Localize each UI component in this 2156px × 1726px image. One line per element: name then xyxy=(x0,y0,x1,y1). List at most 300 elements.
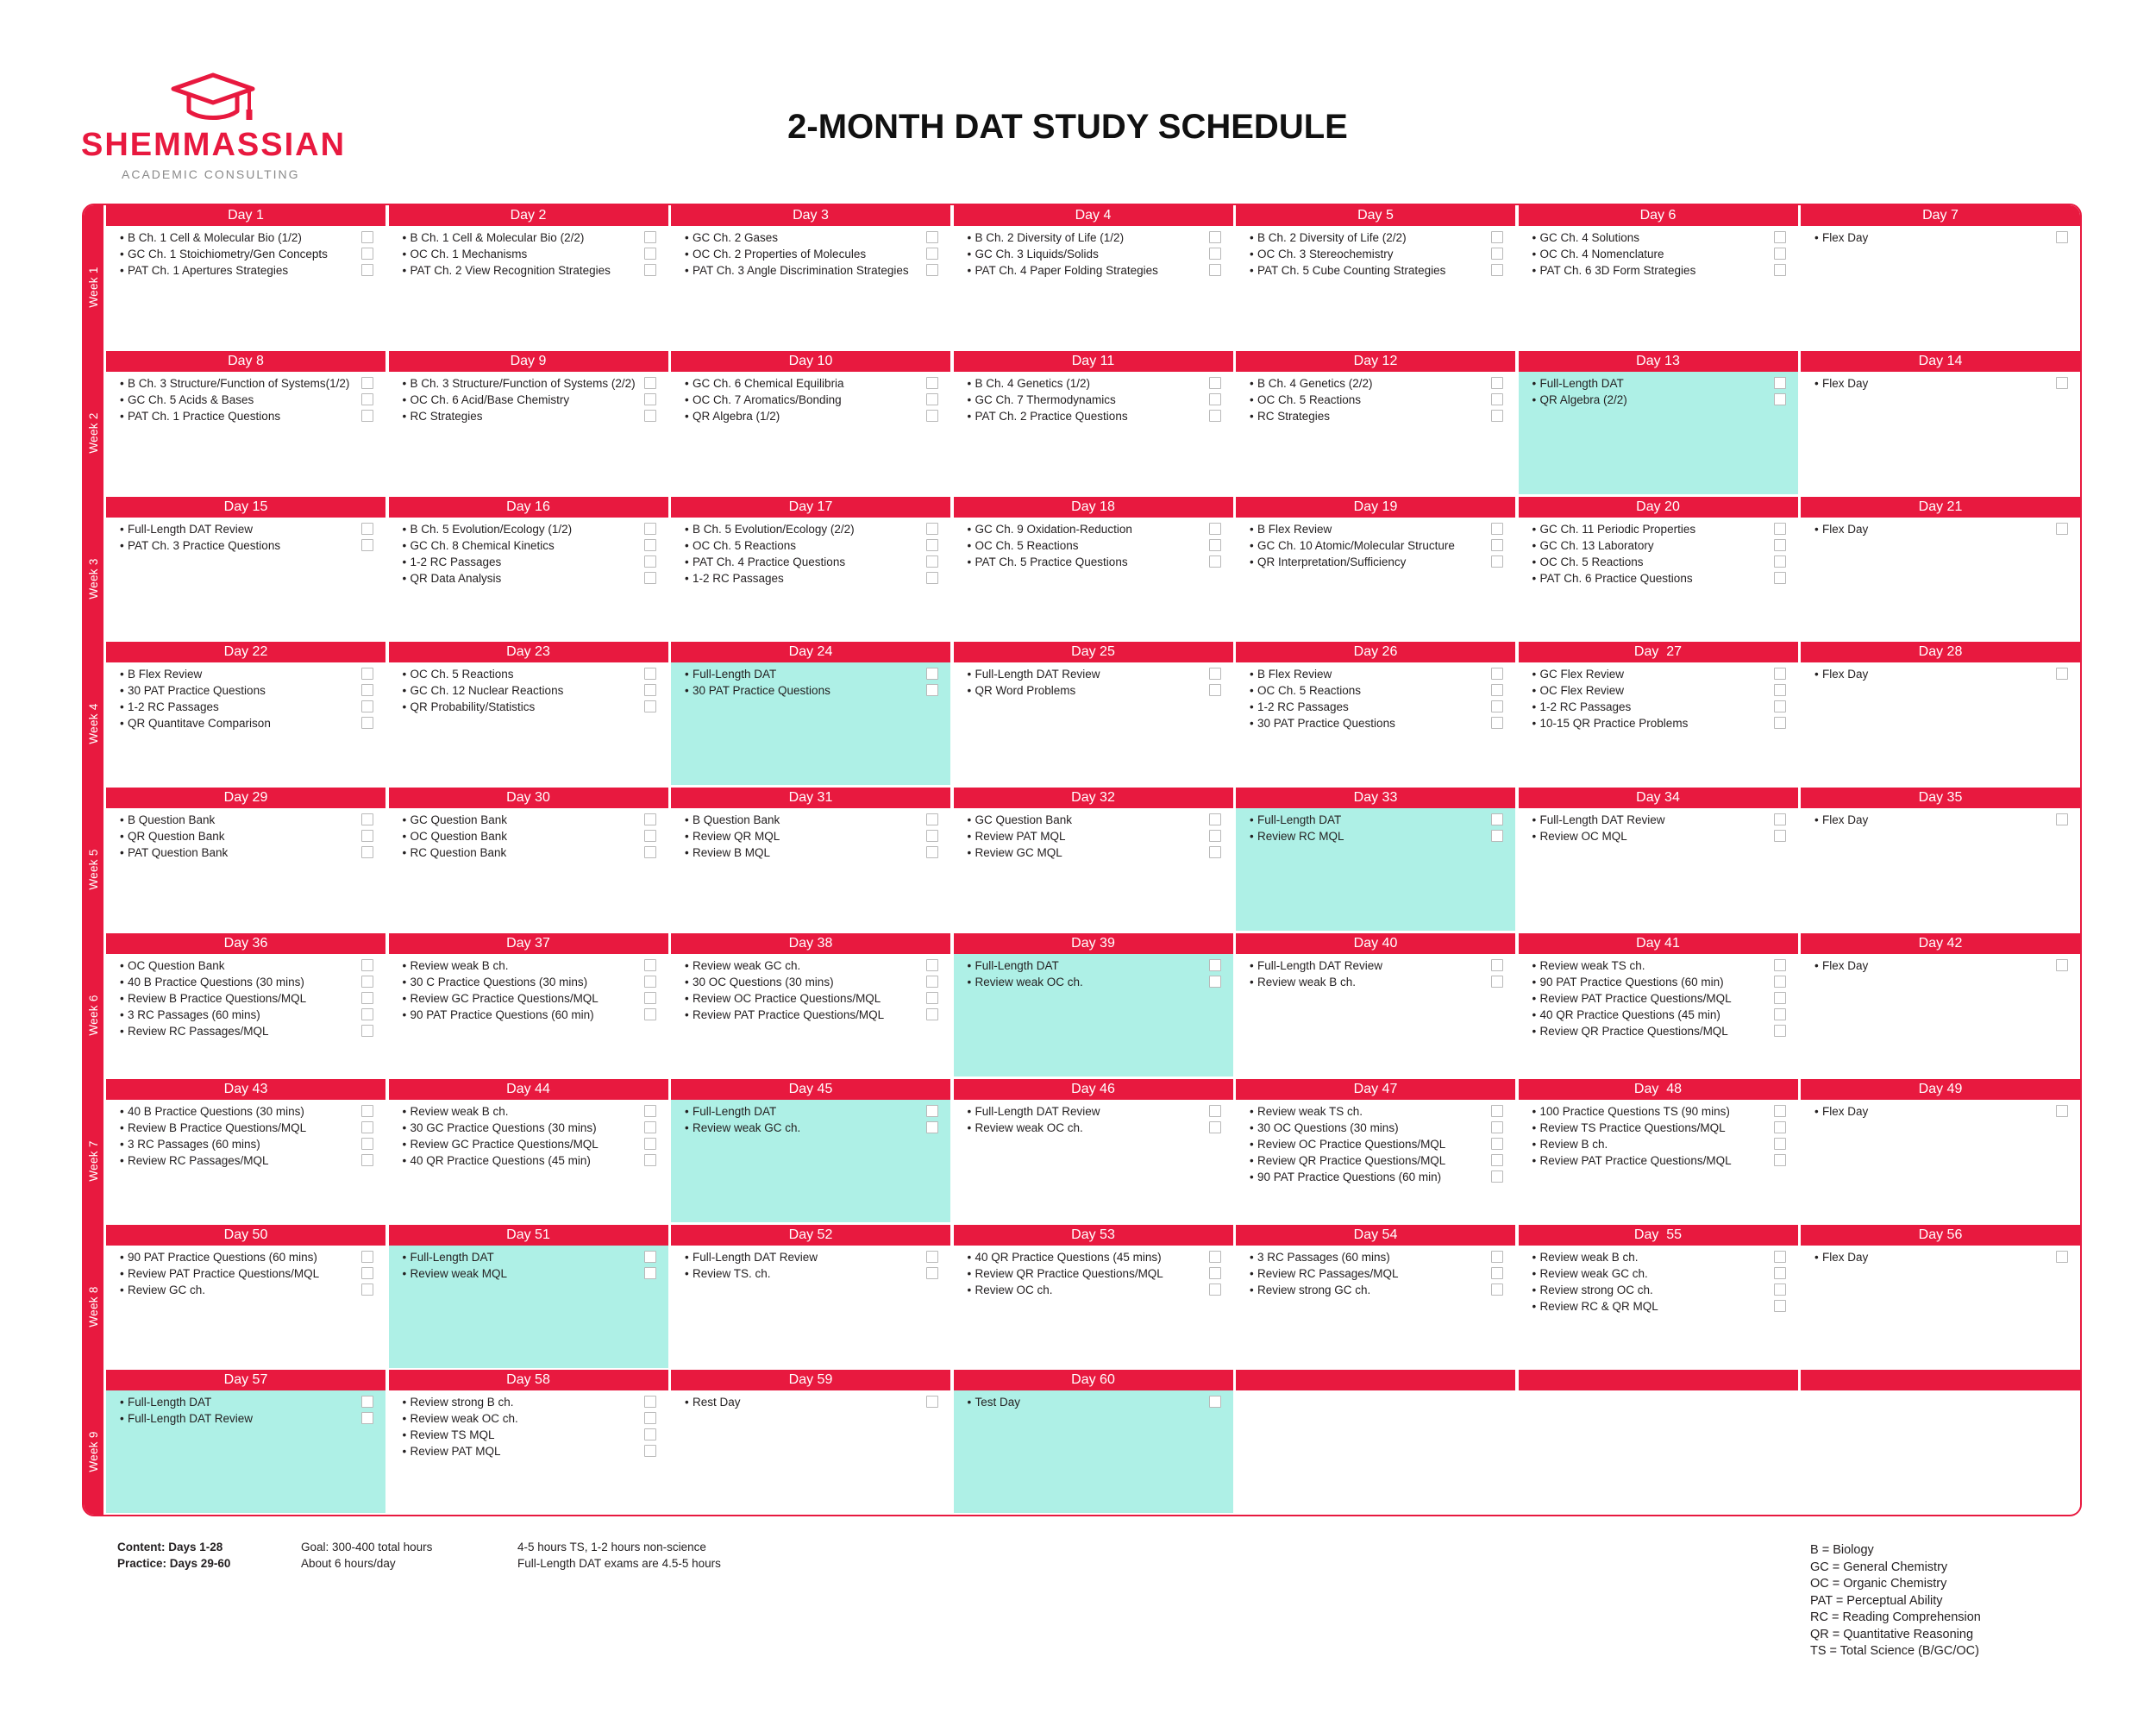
task-item xyxy=(389,1410,668,1427)
task-checkbox[interactable] xyxy=(1209,248,1221,260)
brand-name: SHEMMASSIAN xyxy=(81,127,347,163)
task-checkbox[interactable] xyxy=(644,992,656,1004)
task-text: QR Quantitave Comparison xyxy=(128,717,271,731)
task-item xyxy=(389,537,668,554)
task-text: PAT Question Bank xyxy=(128,846,229,860)
task-checkbox[interactable] xyxy=(1209,555,1221,568)
task-item xyxy=(1236,408,1515,424)
task-checkbox[interactable] xyxy=(926,248,938,260)
task-item xyxy=(954,844,1233,861)
task-checkbox[interactable] xyxy=(926,684,938,696)
day-header xyxy=(1801,933,2080,954)
week-label: Week 3 xyxy=(86,557,100,599)
day-header xyxy=(389,642,668,662)
legend-item: GC = General Chemistry xyxy=(1810,1560,1948,1574)
task-checkbox[interactable] xyxy=(1774,1008,1786,1020)
task-checkbox[interactable] xyxy=(1209,959,1221,971)
day-header xyxy=(1519,642,1798,662)
task-item xyxy=(1519,229,1798,246)
task-checkbox[interactable] xyxy=(1491,1154,1503,1166)
bullet-icon xyxy=(1250,246,1257,262)
task-checkbox[interactable] xyxy=(926,539,938,551)
day-label: Day 36 xyxy=(223,936,268,951)
task-checkbox[interactable] xyxy=(1209,377,1221,389)
day-cell xyxy=(1236,1225,1515,1368)
task-checkbox[interactable] xyxy=(361,539,373,551)
bullet-icon xyxy=(1250,1265,1257,1282)
task-checkbox[interactable] xyxy=(361,813,373,825)
task-checkbox[interactable] xyxy=(1774,830,1786,842)
task-checkbox[interactable] xyxy=(644,700,656,712)
task-checkbox[interactable] xyxy=(361,717,373,729)
task-item xyxy=(389,1152,668,1169)
task-checkbox[interactable] xyxy=(926,555,938,568)
bullet-icon xyxy=(1532,828,1540,844)
task-checkbox[interactable] xyxy=(1209,1251,1221,1263)
task-checkbox[interactable] xyxy=(2056,813,2068,825)
task-checkbox[interactable] xyxy=(361,1396,373,1408)
task-text: GC Ch. 3 Liquids/Solids xyxy=(975,248,1099,260)
day-label: Day 27 xyxy=(1633,644,1683,660)
task-item xyxy=(1801,957,2080,974)
day-label: Day 38 xyxy=(788,936,833,951)
task-checkbox[interactable] xyxy=(1491,393,1503,405)
task-checkbox[interactable] xyxy=(2056,1105,2068,1117)
task-checkbox[interactable] xyxy=(1774,959,1786,971)
task-checkbox[interactable] xyxy=(926,1008,938,1020)
task-text: QR Word Problems xyxy=(975,684,1076,698)
task-checkbox[interactable] xyxy=(644,539,656,551)
task-checkbox[interactable] xyxy=(1774,264,1786,276)
task-checkbox[interactable] xyxy=(1491,539,1503,551)
task-checkbox[interactable] xyxy=(644,555,656,568)
task-checkbox[interactable] xyxy=(2056,959,2068,971)
task-checkbox[interactable] xyxy=(926,959,938,971)
bullet-icon xyxy=(1250,262,1257,279)
task-text: Review QR Practice Questions/MQL xyxy=(975,1266,1163,1280)
week-label: Week 6 xyxy=(86,995,100,1036)
day-cell xyxy=(954,642,1233,785)
task-checkbox[interactable] xyxy=(361,1284,373,1296)
task-checkbox[interactable] xyxy=(1209,1267,1221,1279)
task-item xyxy=(1801,1249,2080,1265)
task-checkbox[interactable] xyxy=(1774,231,1786,243)
bullet-icon xyxy=(1814,1249,1822,1265)
task-checkbox[interactable] xyxy=(2056,668,2068,680)
task-checkbox[interactable] xyxy=(1774,572,1786,584)
task-checkbox[interactable] xyxy=(361,1121,373,1133)
task-checkbox[interactable] xyxy=(644,1445,656,1457)
task-text: PAT Ch. 1 Apertures Strategies xyxy=(128,264,289,277)
task-checkbox[interactable] xyxy=(361,700,373,712)
task-checkbox[interactable] xyxy=(1774,992,1786,1004)
day-cell xyxy=(106,497,385,640)
task-item xyxy=(954,262,1233,279)
task-text: GC Ch. 1 Stoichiometry/Gen Concepts xyxy=(128,248,328,260)
task-list xyxy=(1236,518,1515,570)
task-checkbox[interactable] xyxy=(361,1154,373,1166)
task-checkbox[interactable] xyxy=(644,1428,656,1440)
task-checkbox[interactable] xyxy=(926,813,938,825)
day-cell xyxy=(1801,642,2080,785)
task-checkbox[interactable] xyxy=(1209,539,1221,551)
task-checkbox[interactable] xyxy=(1774,976,1786,988)
task-checkbox[interactable] xyxy=(1209,410,1221,422)
task-checkbox[interactable] xyxy=(1491,668,1503,680)
bullet-icon xyxy=(685,957,693,974)
task-checkbox[interactable] xyxy=(1209,1121,1221,1133)
task-checkbox[interactable] xyxy=(1491,700,1503,712)
task-checkbox[interactable] xyxy=(1774,1121,1786,1133)
task-checkbox[interactable] xyxy=(1491,231,1503,243)
task-checkbox[interactable] xyxy=(1491,976,1503,988)
task-checkbox[interactable] xyxy=(361,1008,373,1020)
task-text: GC Ch. 7 Thermodynamics xyxy=(975,392,1116,406)
task-text: Full-Length DAT Review xyxy=(128,1412,254,1426)
task-text: Review B Practice Questions/MQL xyxy=(128,992,307,1005)
task-text: 10-15 QR Practice Problems xyxy=(1539,717,1689,731)
task-item xyxy=(671,246,950,262)
task-text: B Flex Review xyxy=(1257,668,1332,681)
task-checkbox[interactable] xyxy=(361,1267,373,1279)
task-list xyxy=(1236,808,1515,844)
day-cell xyxy=(954,1079,1233,1222)
day-header xyxy=(671,1079,950,1100)
bullet-icon xyxy=(968,1282,975,1298)
task-checkbox[interactable] xyxy=(926,231,938,243)
task-checkbox[interactable] xyxy=(1491,1105,1503,1117)
task-checkbox[interactable] xyxy=(1774,668,1786,680)
task-checkbox[interactable] xyxy=(644,684,656,696)
bullet-icon xyxy=(120,408,128,424)
task-checkbox[interactable] xyxy=(1774,1251,1786,1263)
legend-item: QR = Quantitative Reasoning xyxy=(1810,1627,1974,1641)
task-checkbox[interactable] xyxy=(1491,1138,1503,1150)
task-item xyxy=(671,974,950,990)
task-checkbox[interactable] xyxy=(1491,830,1503,842)
task-text: PAT Ch. 5 Cube Counting Strategies xyxy=(1257,264,1446,277)
task-checkbox[interactable] xyxy=(1774,248,1786,260)
task-checkbox[interactable] xyxy=(361,1251,373,1263)
task-checkbox[interactable] xyxy=(1774,684,1786,696)
task-checkbox[interactable] xyxy=(1774,1284,1786,1296)
task-checkbox[interactable] xyxy=(926,410,938,422)
task-checkbox[interactable] xyxy=(361,976,373,988)
day-label: Day 4 xyxy=(1075,208,1112,223)
bullet-icon xyxy=(685,521,693,537)
task-text: B Question Bank xyxy=(693,813,780,827)
day-header xyxy=(954,933,1233,954)
day-label: Day 26 xyxy=(1353,644,1398,660)
task-item xyxy=(1236,392,1515,408)
task-checkbox[interactable] xyxy=(644,393,656,405)
task-list xyxy=(671,662,950,699)
task-list xyxy=(671,1246,950,1282)
task-checkbox[interactable] xyxy=(361,523,373,535)
task-checkbox[interactable] xyxy=(361,1105,373,1117)
task-list xyxy=(1801,226,2080,246)
task-checkbox[interactable] xyxy=(644,231,656,243)
task-checkbox[interactable] xyxy=(361,959,373,971)
task-text: QR Question Bank xyxy=(128,830,225,844)
bullet-icon xyxy=(968,666,975,682)
task-checkbox[interactable] xyxy=(1209,1105,1221,1117)
task-text: OC Ch. 5 Reactions xyxy=(410,668,514,681)
task-checkbox[interactable] xyxy=(2056,377,2068,389)
day-label: Day 51 xyxy=(506,1227,550,1242)
day-header xyxy=(1801,351,2080,372)
bullet-icon xyxy=(1250,1103,1257,1120)
task-checkbox[interactable] xyxy=(926,572,938,584)
task-checkbox[interactable] xyxy=(926,830,938,842)
task-checkbox[interactable] xyxy=(1491,1284,1503,1296)
task-checkbox[interactable] xyxy=(644,830,656,842)
bullet-icon xyxy=(1814,229,1822,246)
task-item xyxy=(954,537,1233,554)
task-checkbox[interactable] xyxy=(1774,717,1786,729)
task-checkbox[interactable] xyxy=(2056,523,2068,535)
task-checkbox[interactable] xyxy=(1209,684,1221,696)
task-checkbox[interactable] xyxy=(1774,1025,1786,1037)
task-checkbox[interactable] xyxy=(926,846,938,858)
task-text: Flex Day xyxy=(1822,813,1869,827)
bullet-icon xyxy=(685,1007,693,1023)
task-checkbox[interactable] xyxy=(926,1105,938,1117)
task-checkbox[interactable] xyxy=(361,992,373,1004)
task-checkbox[interactable] xyxy=(1209,393,1221,405)
task-checkbox[interactable] xyxy=(1491,248,1503,260)
task-checkbox[interactable] xyxy=(1774,1105,1786,1117)
bullet-icon xyxy=(685,1265,693,1282)
task-checkbox[interactable] xyxy=(1209,231,1221,243)
bullet-icon xyxy=(120,1136,128,1152)
task-item xyxy=(671,844,950,861)
task-checkbox[interactable] xyxy=(361,668,373,680)
task-checkbox[interactable] xyxy=(926,264,938,276)
bullet-icon xyxy=(403,1120,411,1136)
task-item xyxy=(954,828,1233,844)
task-checkbox[interactable] xyxy=(926,1396,938,1408)
day-header xyxy=(1236,933,1515,954)
task-checkbox[interactable] xyxy=(1774,1138,1786,1150)
task-item xyxy=(671,229,950,246)
task-checkbox[interactable] xyxy=(1209,846,1221,858)
task-checkbox[interactable] xyxy=(926,1121,938,1133)
bullet-icon xyxy=(1532,521,1540,537)
day-cell xyxy=(389,642,668,785)
day-header xyxy=(1236,1370,1515,1390)
task-checkbox[interactable] xyxy=(644,1154,656,1166)
task-text: GC Ch. 10 Atomic/Molecular Structure xyxy=(1257,538,1455,552)
task-checkbox[interactable] xyxy=(1774,555,1786,568)
task-checkbox[interactable] xyxy=(644,1267,656,1279)
task-text: GC Ch. 6 Chemical Equilibria xyxy=(693,376,844,390)
bullet-icon xyxy=(968,392,975,408)
task-item xyxy=(671,375,950,392)
task-checkbox[interactable] xyxy=(2056,231,2068,243)
day-cell xyxy=(1519,642,1798,785)
task-checkbox[interactable] xyxy=(644,264,656,276)
task-text: Review OC Practice Questions/MQL xyxy=(1257,1137,1446,1151)
task-checkbox[interactable] xyxy=(644,523,656,535)
task-checkbox[interactable] xyxy=(926,523,938,535)
day-cell xyxy=(671,1225,950,1368)
task-checkbox[interactable] xyxy=(1491,1251,1503,1263)
task-checkbox[interactable] xyxy=(361,830,373,842)
task-checkbox[interactable] xyxy=(1209,976,1221,988)
task-checkbox[interactable] xyxy=(644,410,656,422)
task-checkbox[interactable] xyxy=(361,1138,373,1150)
task-item xyxy=(954,408,1233,424)
goal-total: Goal: 300-400 total hours xyxy=(301,1541,433,1553)
task-checkbox[interactable] xyxy=(644,668,656,680)
task-checkbox[interactable] xyxy=(644,813,656,825)
task-checkbox[interactable] xyxy=(1491,684,1503,696)
task-checkbox[interactable] xyxy=(2056,1251,2068,1263)
task-checkbox[interactable] xyxy=(1491,1171,1503,1183)
task-checkbox[interactable] xyxy=(1774,393,1786,405)
task-text: Review weak TS ch. xyxy=(1539,959,1645,972)
task-text: GC Ch. 11 Periodic Properties xyxy=(1539,522,1696,536)
task-checkbox[interactable] xyxy=(1209,830,1221,842)
task-text: Review weak B ch. xyxy=(410,959,509,972)
task-checkbox[interactable] xyxy=(644,1412,656,1424)
task-checkbox[interactable] xyxy=(1491,1267,1503,1279)
task-checkbox[interactable] xyxy=(1491,555,1503,568)
task-checkbox[interactable] xyxy=(644,572,656,584)
day-cell xyxy=(389,205,668,348)
task-checkbox[interactable] xyxy=(361,231,373,243)
task-list xyxy=(671,1390,950,1410)
task-checkbox[interactable] xyxy=(361,684,373,696)
task-checkbox[interactable] xyxy=(644,846,656,858)
task-checkbox[interactable] xyxy=(926,377,938,389)
task-text: PAT Ch. 1 Practice Questions xyxy=(128,409,281,423)
day-label: Day 8 xyxy=(228,353,264,368)
bullet-icon xyxy=(403,1136,411,1152)
task-checkbox[interactable] xyxy=(926,393,938,405)
task-checkbox[interactable] xyxy=(361,410,373,422)
task-item xyxy=(389,375,668,392)
task-text: QR Data Analysis xyxy=(410,571,502,585)
task-checkbox[interactable] xyxy=(644,976,656,988)
task-checkbox[interactable] xyxy=(1774,813,1786,825)
task-checkbox[interactable] xyxy=(1209,1284,1221,1296)
task-checkbox[interactable] xyxy=(1774,523,1786,535)
task-list xyxy=(389,1246,668,1282)
task-list xyxy=(106,808,385,861)
task-item xyxy=(1236,1120,1515,1136)
task-checkbox[interactable] xyxy=(1491,1121,1503,1133)
task-item xyxy=(954,1394,1233,1410)
task-checkbox[interactable] xyxy=(1209,813,1221,825)
task-checkbox[interactable] xyxy=(361,846,373,858)
day-header xyxy=(954,351,1233,372)
bullet-icon xyxy=(968,521,975,537)
task-list xyxy=(1519,954,1798,1039)
task-checkbox[interactable] xyxy=(1491,264,1503,276)
task-item xyxy=(1519,521,1798,537)
task-checkbox[interactable] xyxy=(1209,523,1221,535)
task-checkbox[interactable] xyxy=(1774,1300,1786,1312)
task-checkbox[interactable] xyxy=(644,1396,656,1408)
task-checkbox[interactable] xyxy=(1209,1396,1221,1408)
day-header xyxy=(106,1225,385,1246)
task-checkbox[interactable] xyxy=(1491,377,1503,389)
task-checkbox[interactable] xyxy=(926,1251,938,1263)
task-checkbox[interactable] xyxy=(361,393,373,405)
task-checkbox[interactable] xyxy=(1491,959,1503,971)
task-checkbox[interactable] xyxy=(926,992,938,1004)
page-title: 2-MONTH DAT STUDY SCHEDULE xyxy=(787,108,1348,146)
task-checkbox[interactable] xyxy=(644,959,656,971)
task-checkbox[interactable] xyxy=(1491,813,1503,825)
task-item xyxy=(389,844,668,861)
bullet-icon xyxy=(120,682,128,699)
task-checkbox[interactable] xyxy=(1491,523,1503,535)
task-checkbox[interactable] xyxy=(644,1008,656,1020)
task-checkbox[interactable] xyxy=(926,976,938,988)
day-cell xyxy=(1801,1079,2080,1222)
task-text: Review TS Practice Questions/MQL xyxy=(1539,1120,1726,1134)
task-checkbox[interactable] xyxy=(644,248,656,260)
task-checkbox[interactable] xyxy=(1774,1267,1786,1279)
task-checkbox[interactable] xyxy=(361,1412,373,1424)
task-text: 30 PAT Practice Questions xyxy=(693,684,830,698)
task-item xyxy=(106,1007,385,1023)
bullet-icon xyxy=(1532,812,1540,828)
day-label: Day 39 xyxy=(1071,936,1115,951)
bullet-icon xyxy=(1532,554,1540,570)
task-checkbox[interactable] xyxy=(1774,377,1786,389)
task-checkbox[interactable] xyxy=(644,1121,656,1133)
task-checkbox[interactable] xyxy=(926,1267,938,1279)
bullet-icon xyxy=(403,1427,411,1443)
task-checkbox[interactable] xyxy=(926,668,938,680)
task-checkbox[interactable] xyxy=(644,1251,656,1263)
day-header xyxy=(1519,497,1798,518)
task-checkbox[interactable] xyxy=(644,1105,656,1117)
task-checkbox[interactable] xyxy=(361,377,373,389)
task-checkbox[interactable] xyxy=(1491,717,1503,729)
task-list xyxy=(1801,372,2080,392)
task-list xyxy=(1236,1100,1515,1185)
day-cell xyxy=(1801,497,2080,640)
task-item xyxy=(389,570,668,587)
task-checkbox[interactable] xyxy=(361,264,373,276)
day-header xyxy=(671,1370,950,1390)
task-checkbox[interactable] xyxy=(1774,539,1786,551)
task-checkbox[interactable] xyxy=(361,1025,373,1037)
day-header xyxy=(671,642,950,662)
bullet-icon xyxy=(120,812,128,828)
task-text: OC Ch. 7 Aromatics/Bonding xyxy=(693,392,842,406)
task-checkbox[interactable] xyxy=(1209,668,1221,680)
task-text: OC Flex Review xyxy=(1539,684,1625,698)
bullet-icon xyxy=(403,957,411,974)
task-checkbox[interactable] xyxy=(1774,1154,1786,1166)
task-text: OC Ch. 1 Mechanisms xyxy=(410,248,528,260)
task-item xyxy=(106,844,385,861)
task-checkbox[interactable] xyxy=(1491,410,1503,422)
task-checkbox[interactable] xyxy=(1774,700,1786,712)
task-text: 40 QR Practice Questions (45 min) xyxy=(1539,1008,1720,1021)
task-checkbox[interactable] xyxy=(644,377,656,389)
task-checkbox[interactable] xyxy=(1209,264,1221,276)
task-checkbox[interactable] xyxy=(361,248,373,260)
day-cell xyxy=(1801,933,2080,1076)
task-checkbox[interactable] xyxy=(644,1138,656,1150)
